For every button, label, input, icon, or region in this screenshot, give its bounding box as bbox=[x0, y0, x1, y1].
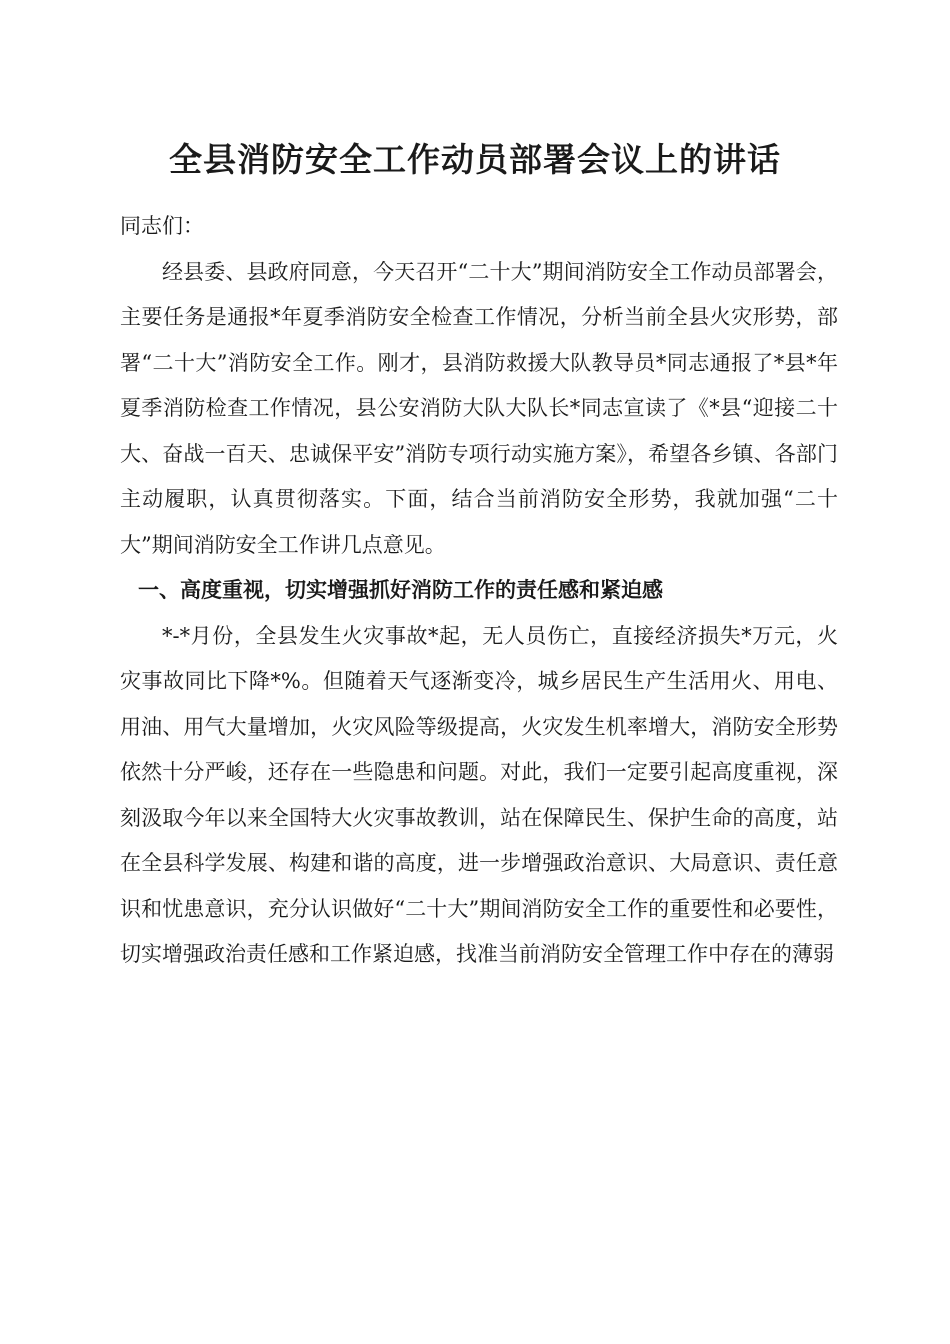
document-title: 全县消防安全工作动员部署会议上的讲话 bbox=[169, 140, 781, 179]
section-heading: 一、高度重视，切实增强抓好消防工作的责任感和紧迫感 bbox=[138, 578, 663, 602]
section-paragraph: *-*月份，全县发生火灾事故*起，无人员伤亡，直接经济损失*万元，火灾事故同比下降*%。但随着天气逐渐变冷，城乡居民生产生活用火、用电、用油、用气大量增加，火灾风险等级提高，火灾发生机率增大，消防安全形势依然十分严峻，还存在一些隐患和问题。对此，我们一定要引起高度重视，深刻汲取今年以来全国特大火灾事故教训，站在保障民生、保护生命的高度，站在全县科学发展、构建和谐的高度，进一步增强政治意识、大局意识、责任意识和忧患意识，充分认识做好“二十大”期间消防安全工作的重要性和必要性，切实增强政治责任感和工作紧迫感，找准当前消防安全管理工作中存在的薄弱 bbox=[120, 623, 838, 966]
document-body bbox=[120, 204, 838, 978]
salutation: 同志们： bbox=[120, 214, 204, 238]
opening-paragraph: 经县委、县政府同意，今天召开“二十大”期间消防安全工作动员部署会，主要任务是通报*年夏季消防安全检查工作情况，分析当前全县火灾形势，部署“二十大”消防安全工作。刚才，县消防救援大队教导员*同志通报了*县*年夏季消防检查工作情况，县公安消防大队大队长*同志宣读了《*县“迎接二十大、奋战一百天、忠诚保平安”消防专项行动实施方案》，希望各乡镇、各部门主动履职，认真贯彻落实。下面，结合当前消防安全形势，我就加强“二十大”期间消防安全工作讲几点意见。 bbox=[120, 259, 838, 557]
